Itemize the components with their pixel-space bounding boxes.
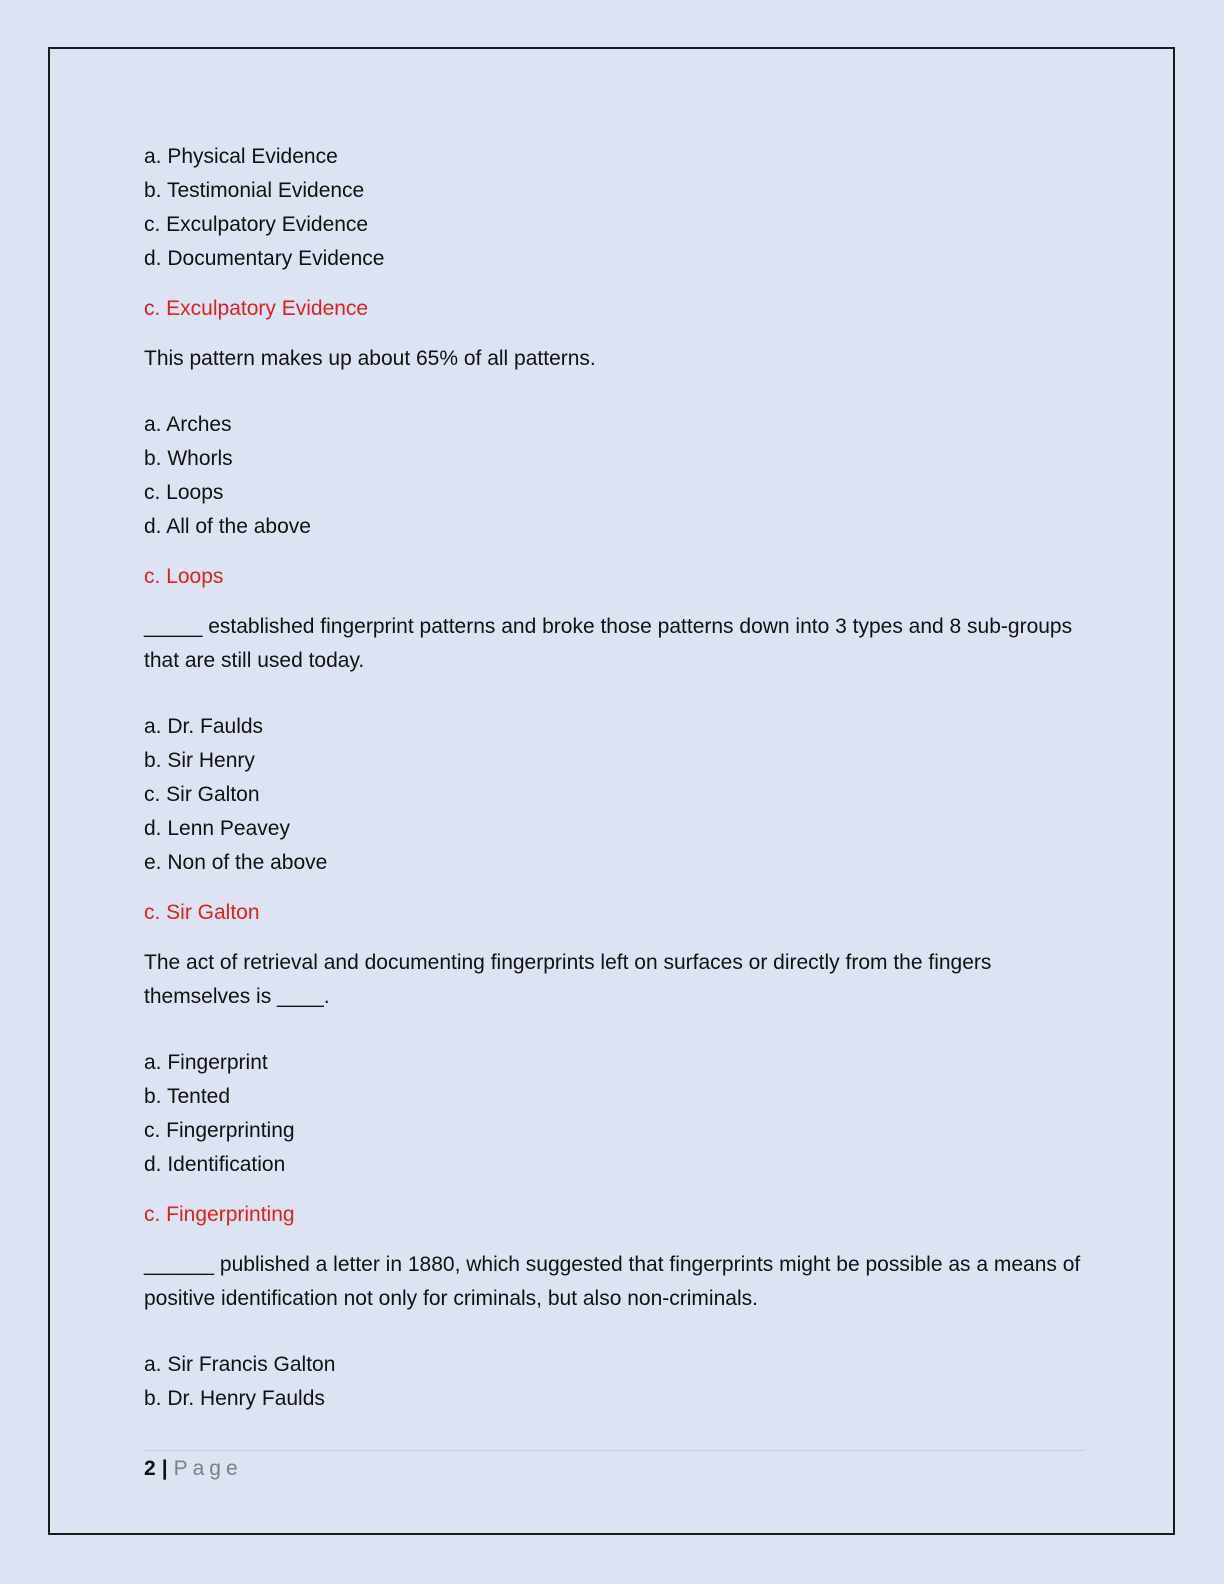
answer-text: c. Loops	[144, 565, 224, 588]
question-block-2	[144, 342, 1084, 594]
option-b: b. Sir Henry	[144, 749, 255, 772]
option-a: a. Dr. Faulds	[144, 715, 264, 738]
option-a: a. Fingerprint	[144, 1051, 268, 1074]
option-a: a. Arches	[144, 413, 232, 436]
question-text: _____ established fingerprint patterns and broke those patterns down into 3 types and 8 sub-groups that are still used today.	[144, 615, 1073, 672]
option-b: b. Testimonial Evidence	[144, 179, 365, 202]
answer-text: c. Sir Galton	[144, 901, 260, 924]
question-block-3	[144, 610, 1084, 930]
question-text: The act of retrieval and documenting fingerprints left on surfaces or directly from the fingers themselves is ____.	[144, 951, 992, 1008]
option-e: e. Non of the above	[144, 851, 328, 874]
option-c: c. Sir Galton	[144, 783, 260, 806]
page-number: 2	[144, 1457, 156, 1480]
page-footer	[144, 1454, 243, 1484]
option-a: a. Sir Francis Galton	[144, 1353, 336, 1376]
page-label: Page	[173, 1457, 243, 1480]
question-text: ______ published a letter in 1880, which suggested that fingerprints might be possible as a means of positive identification not only for criminals, but also non-criminals.	[144, 1253, 1081, 1310]
footer-separator: |	[161, 1457, 168, 1480]
option-b: b. Tented	[144, 1085, 231, 1108]
footer-divider	[144, 1450, 1085, 1451]
option-d: d. All of the above	[144, 515, 311, 538]
option-d: d. Documentary Evidence	[144, 247, 385, 270]
document-body	[144, 140, 1084, 1416]
option-c: c. Fingerprinting	[144, 1119, 295, 1142]
question-block-4	[144, 946, 1084, 1232]
option-b: b. Dr. Henry Faulds	[144, 1387, 325, 1410]
question-block-5	[144, 1248, 1084, 1416]
answer-text: c. Exculpatory Evidence	[144, 297, 369, 320]
option-c: c. Loops	[144, 481, 224, 504]
option-a: a. Physical Evidence	[144, 145, 338, 168]
option-c: c. Exculpatory Evidence	[144, 213, 369, 236]
question-text: This pattern makes up about 65% of all patterns.	[144, 347, 596, 370]
question-block-1	[144, 140, 1084, 326]
option-d: d. Identification	[144, 1153, 286, 1176]
option-d: d. Lenn Peavey	[144, 817, 290, 840]
option-b: b. Whorls	[144, 447, 233, 470]
answer-text: c. Fingerprinting	[144, 1203, 295, 1226]
